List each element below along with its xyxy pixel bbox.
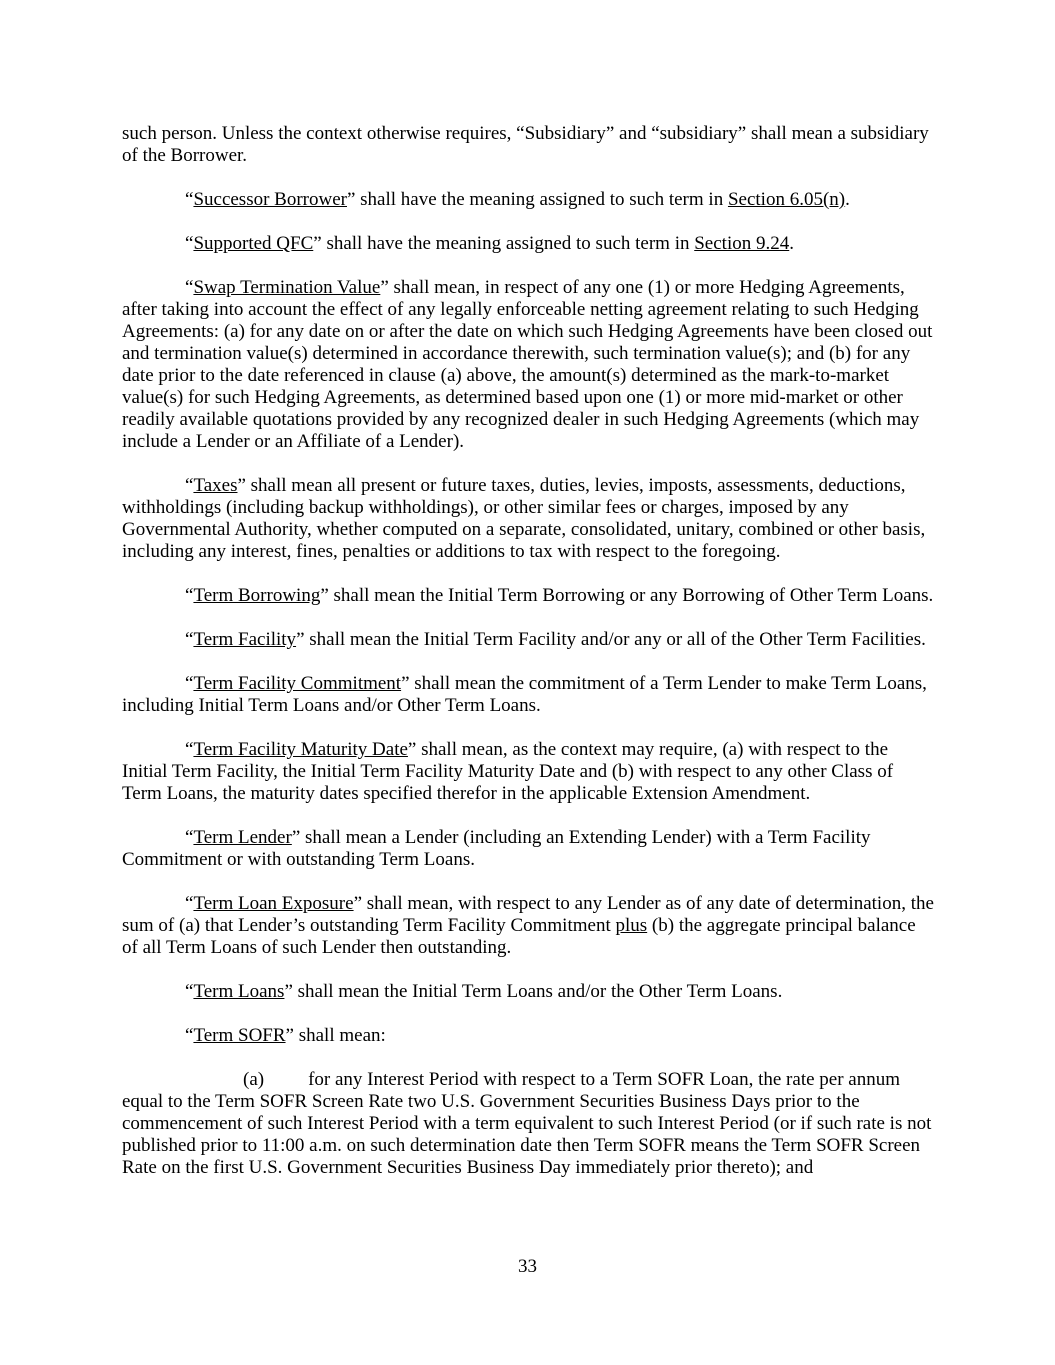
text-run: ” shall mean all present or future taxes, duties, levies, imposts, assessments, deductions, withholdings (including backup withholdings), or other similar fees or charges, imposed by any Governmental Authority, whether computed on a separate, consolidated, unitary, combined or other basis, including any interest, fines, penalties or additions to tax with respect to the foregoing. [122,475,926,562]
text-run: “ [185,629,194,650]
text-run: ” shall mean the Initial Term Borrowing or any Borrowing of Other Term Loans. [320,585,934,606]
defined-term: Term Facility Commitment [193,673,402,694]
paragraph [122,277,934,453]
paragraph [122,629,934,651]
text-run: ” shall have the meaning assigned to such term in [346,189,728,210]
paragraph [122,827,934,871]
paragraph [122,585,934,607]
paragraph [122,189,934,211]
defined-term: Supported QFC [193,233,314,254]
paragraph [122,1025,934,1047]
paragraph [122,123,934,167]
paragraph [122,233,934,255]
defined-term: Section 9.24 [694,233,790,254]
text-run: (a) [243,1069,265,1090]
defined-term: Term Lender [193,827,292,848]
defined-term: plus [615,915,648,936]
text-run: “ [185,827,194,848]
paragraph [122,1069,934,1179]
text-run: “ [185,277,194,298]
text-run: “ [185,189,194,210]
text-run: ” shall mean: [285,1025,386,1046]
paragraph [122,981,934,1003]
text-run: “ [185,475,194,496]
text-run: ” shall mean, as the context may require, (a) with respect to the Initial Term Facility, the Initial Term Facility Maturity Date and (b) with respect to any other Class of Term Loans, the maturity dates specified therefor in the applicable Extension Amendment. [122,739,894,804]
document-body [122,123,934,1201]
text-run: “ [185,673,194,694]
defined-term: Term Loan Exposure [193,893,354,914]
text-run: ” shall have the meaning assigned to such term in [313,233,695,254]
defined-term: Term Facility Maturity Date [193,739,408,760]
text-run: ” shall mean, with respect to any Lender as of any date of determination, the sum of (a) that Lender’s outstanding Term Facility Commitment [122,893,934,936]
defined-term: Term SOFR [193,1025,286,1046]
defined-term: Term Loans [193,981,285,1002]
page-number: 33 [518,1256,537,1277]
text-run: ” shall mean the Initial Term Loans and/or the Other Term Loans. [284,981,783,1002]
text-run: “ [185,893,194,914]
defined-term: Taxes [193,475,238,496]
text-run: “ [185,585,194,606]
text-run: ” shall mean the Initial Term Facility and/or any or all of the Other Term Facilities. [296,629,926,650]
text-run: . [845,189,850,210]
paragraph [122,673,934,717]
defined-term: Term Borrowing [193,585,321,606]
paragraph [122,475,934,563]
defined-term: Swap Termination Value [193,277,381,298]
defined-term: Successor Borrower [193,189,347,210]
text-run: . [789,233,794,254]
text-run: (b) the aggregate principal balance of all Term Loans of such Lender then outstanding. [122,915,916,958]
text-run: “ [185,1025,194,1046]
text-run: for any Interest Period with respect to a Term SOFR Loan, the rate per annum equal to the Term SOFR Screen Rate two U.S. Government Securities Business Days prior to the commencement of such Interest Period with a term equivalent to such Interest Period (or if such rate is not published prior to 11:00 a.m. on such determination date then Term SOFR means the Term SOFR Screen Rate on the first U.S. Government Securities Business Day immediately prior thereto); and [122,1069,932,1178]
defined-term: Term Facility [193,629,297,650]
paragraph [122,893,934,959]
text-run: such person. Unless the context otherwise requires, “Subsidiary” and “subsidiary” shall mean a subsidiary of the Borrower. [122,123,929,166]
text-run: “ [185,739,194,760]
text-run: ” shall mean a Lender (including an Extending Lender) with a Term Facility Commitment or with outstanding Term Loans. [122,827,871,870]
text-run: ” shall mean the commitment of a Term Lender to make Term Loans, including Initial Term Loans and/or Other Term Loans. [122,673,927,716]
defined-term: Section 6.05(n) [727,189,846,210]
text-run: “ [185,233,194,254]
text-run: “ [185,981,194,1002]
text-run: ” shall mean, in respect of any one (1) or more Hedging Agreements, after taking into account the effect of any legally enforceable netting agreement relating to such Hedging Agreements: (a) for any date on or after the date on which such Hedging Agreements have been closed out and termination value(s) determined in accordance therewith, such termination value(s); and (b) for any date prior to the date referenced in clause (a) above, the amount(s) determined as the mark-to-market value(s) for such Hedging Agreements, as determined based upon one (1) or more mid-market or other readily available quotations provided by any recognized dealer in such Hedging Agreements (which may include a Lender or an Affiliate of a Lender). [122,277,933,452]
paragraph [122,739,934,805]
